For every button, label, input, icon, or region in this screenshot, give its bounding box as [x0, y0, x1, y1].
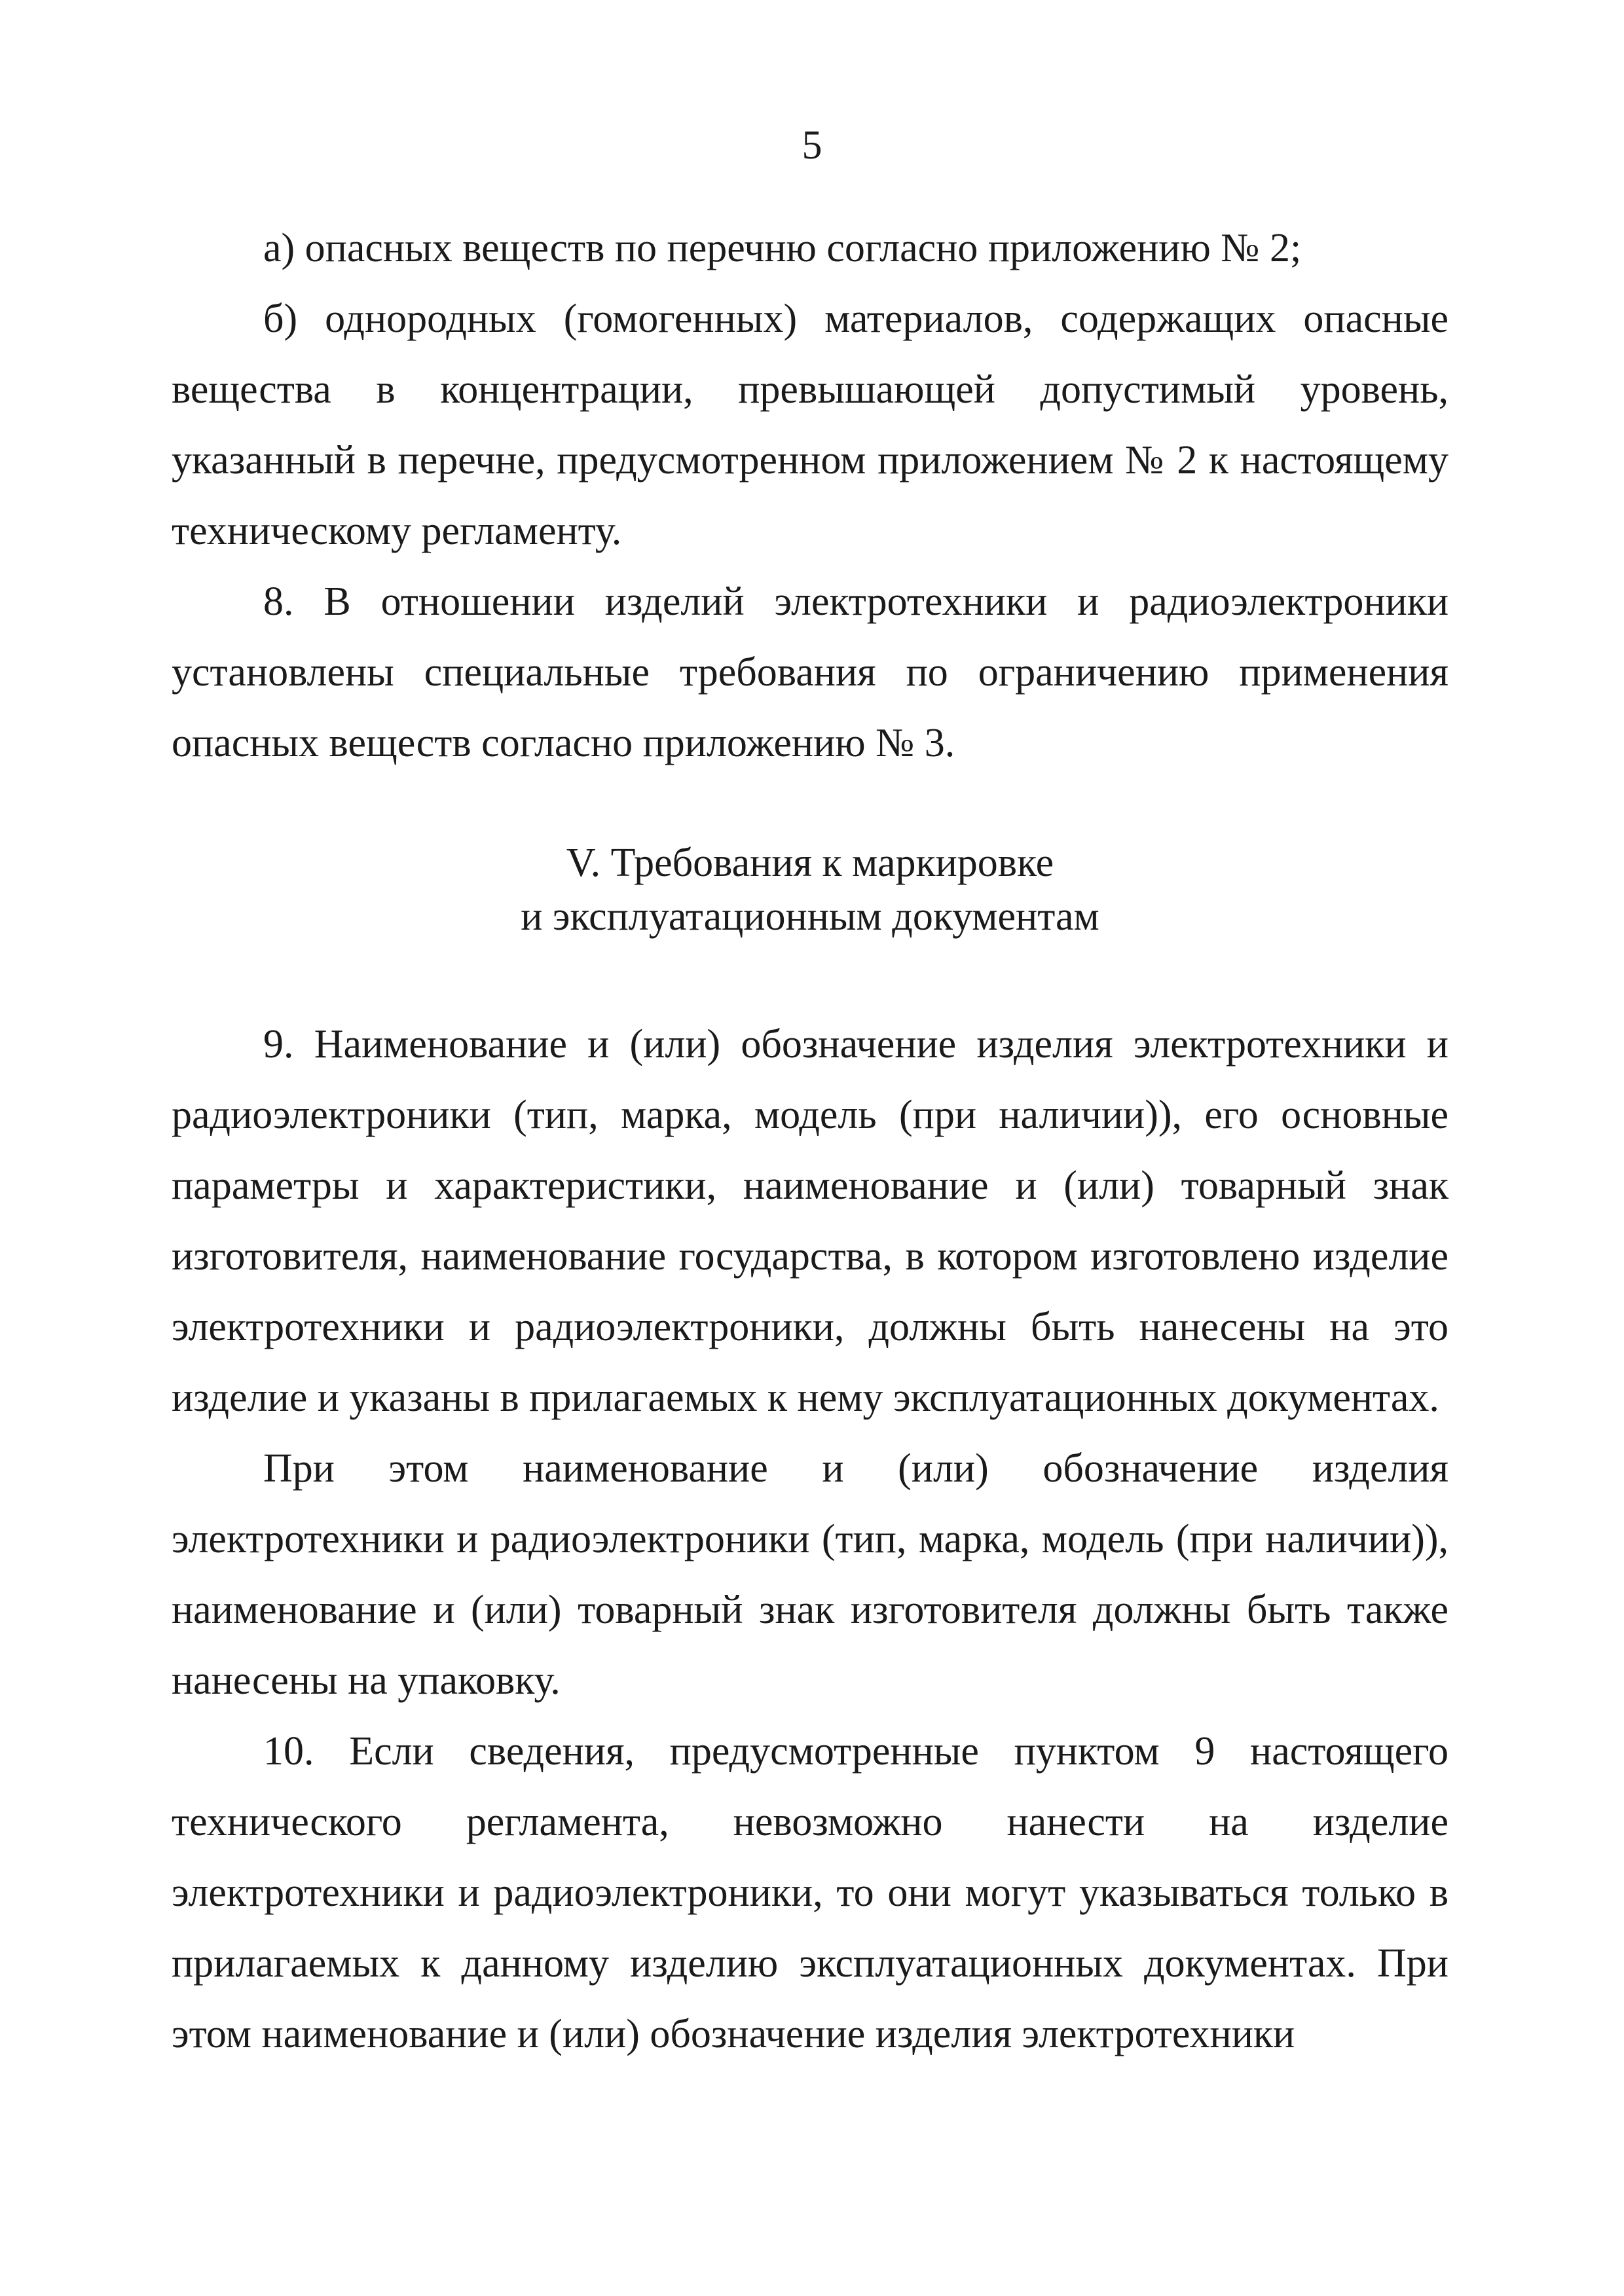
paragraph-item-b: б) однородных (гомогенных) материалов, содержащих опасные вещества в концентрации, превышающей допустимый уровень, указанный в перечне, предусмотренном приложением № 2 к настоящему техническому регламенту. [172, 297, 1449, 553]
paragraph-clause-9-continuation: При этом наименование и (или) обозначение изделия электротехники и радиоэлектроники (тип, марка, модель (при наличии)), наименование и (или) товарный знак изготовителя должны быть также нанесены на упаковку. [172, 1446, 1449, 1703]
section-heading-line-1: V. Требования к маркировке [566, 841, 1054, 885]
paragraph-clause-10: 10. Если сведения, предусмотренные пунктом 9 настоящего технического регламента, невозможно нанести на изделие электротехники и радиоэлектроники, то они могут указываться только в прилагаемых к данному изделию эксплуатационных документах. При этом наименование и (или) обозначение изделия электротехники [172, 1729, 1449, 2056]
page-number: 5 [802, 123, 822, 168]
section-heading-line-2: и эксплуатационным документам [521, 894, 1099, 939]
document-body [172, 213, 1449, 2069]
paragraph-clause-8: 8. В отношении изделий электротехники и радиоэлектроники установлены специальные требования по ограничению применения опасных веществ согласно приложению № 3. [172, 579, 1449, 765]
paragraph-item-a: а) опасных веществ по перечню согласно приложению № 2; [263, 226, 1302, 270]
section-heading [172, 836, 1449, 943]
paragraph-clause-9: 9. Наименование и (или) обозначение изделия электротехники и радиоэлектроники (тип, марка, модель (при наличии)), его основные параметры и характеристики, наименование и (или) товарный знак изготовителя, наименование государства, в котором изготовлено изделие электротехники и радиоэлектроники, должны быть нанесены на это изделие и указаны в прилагаемых к нему эксплуатационных документах. [172, 1022, 1449, 1420]
